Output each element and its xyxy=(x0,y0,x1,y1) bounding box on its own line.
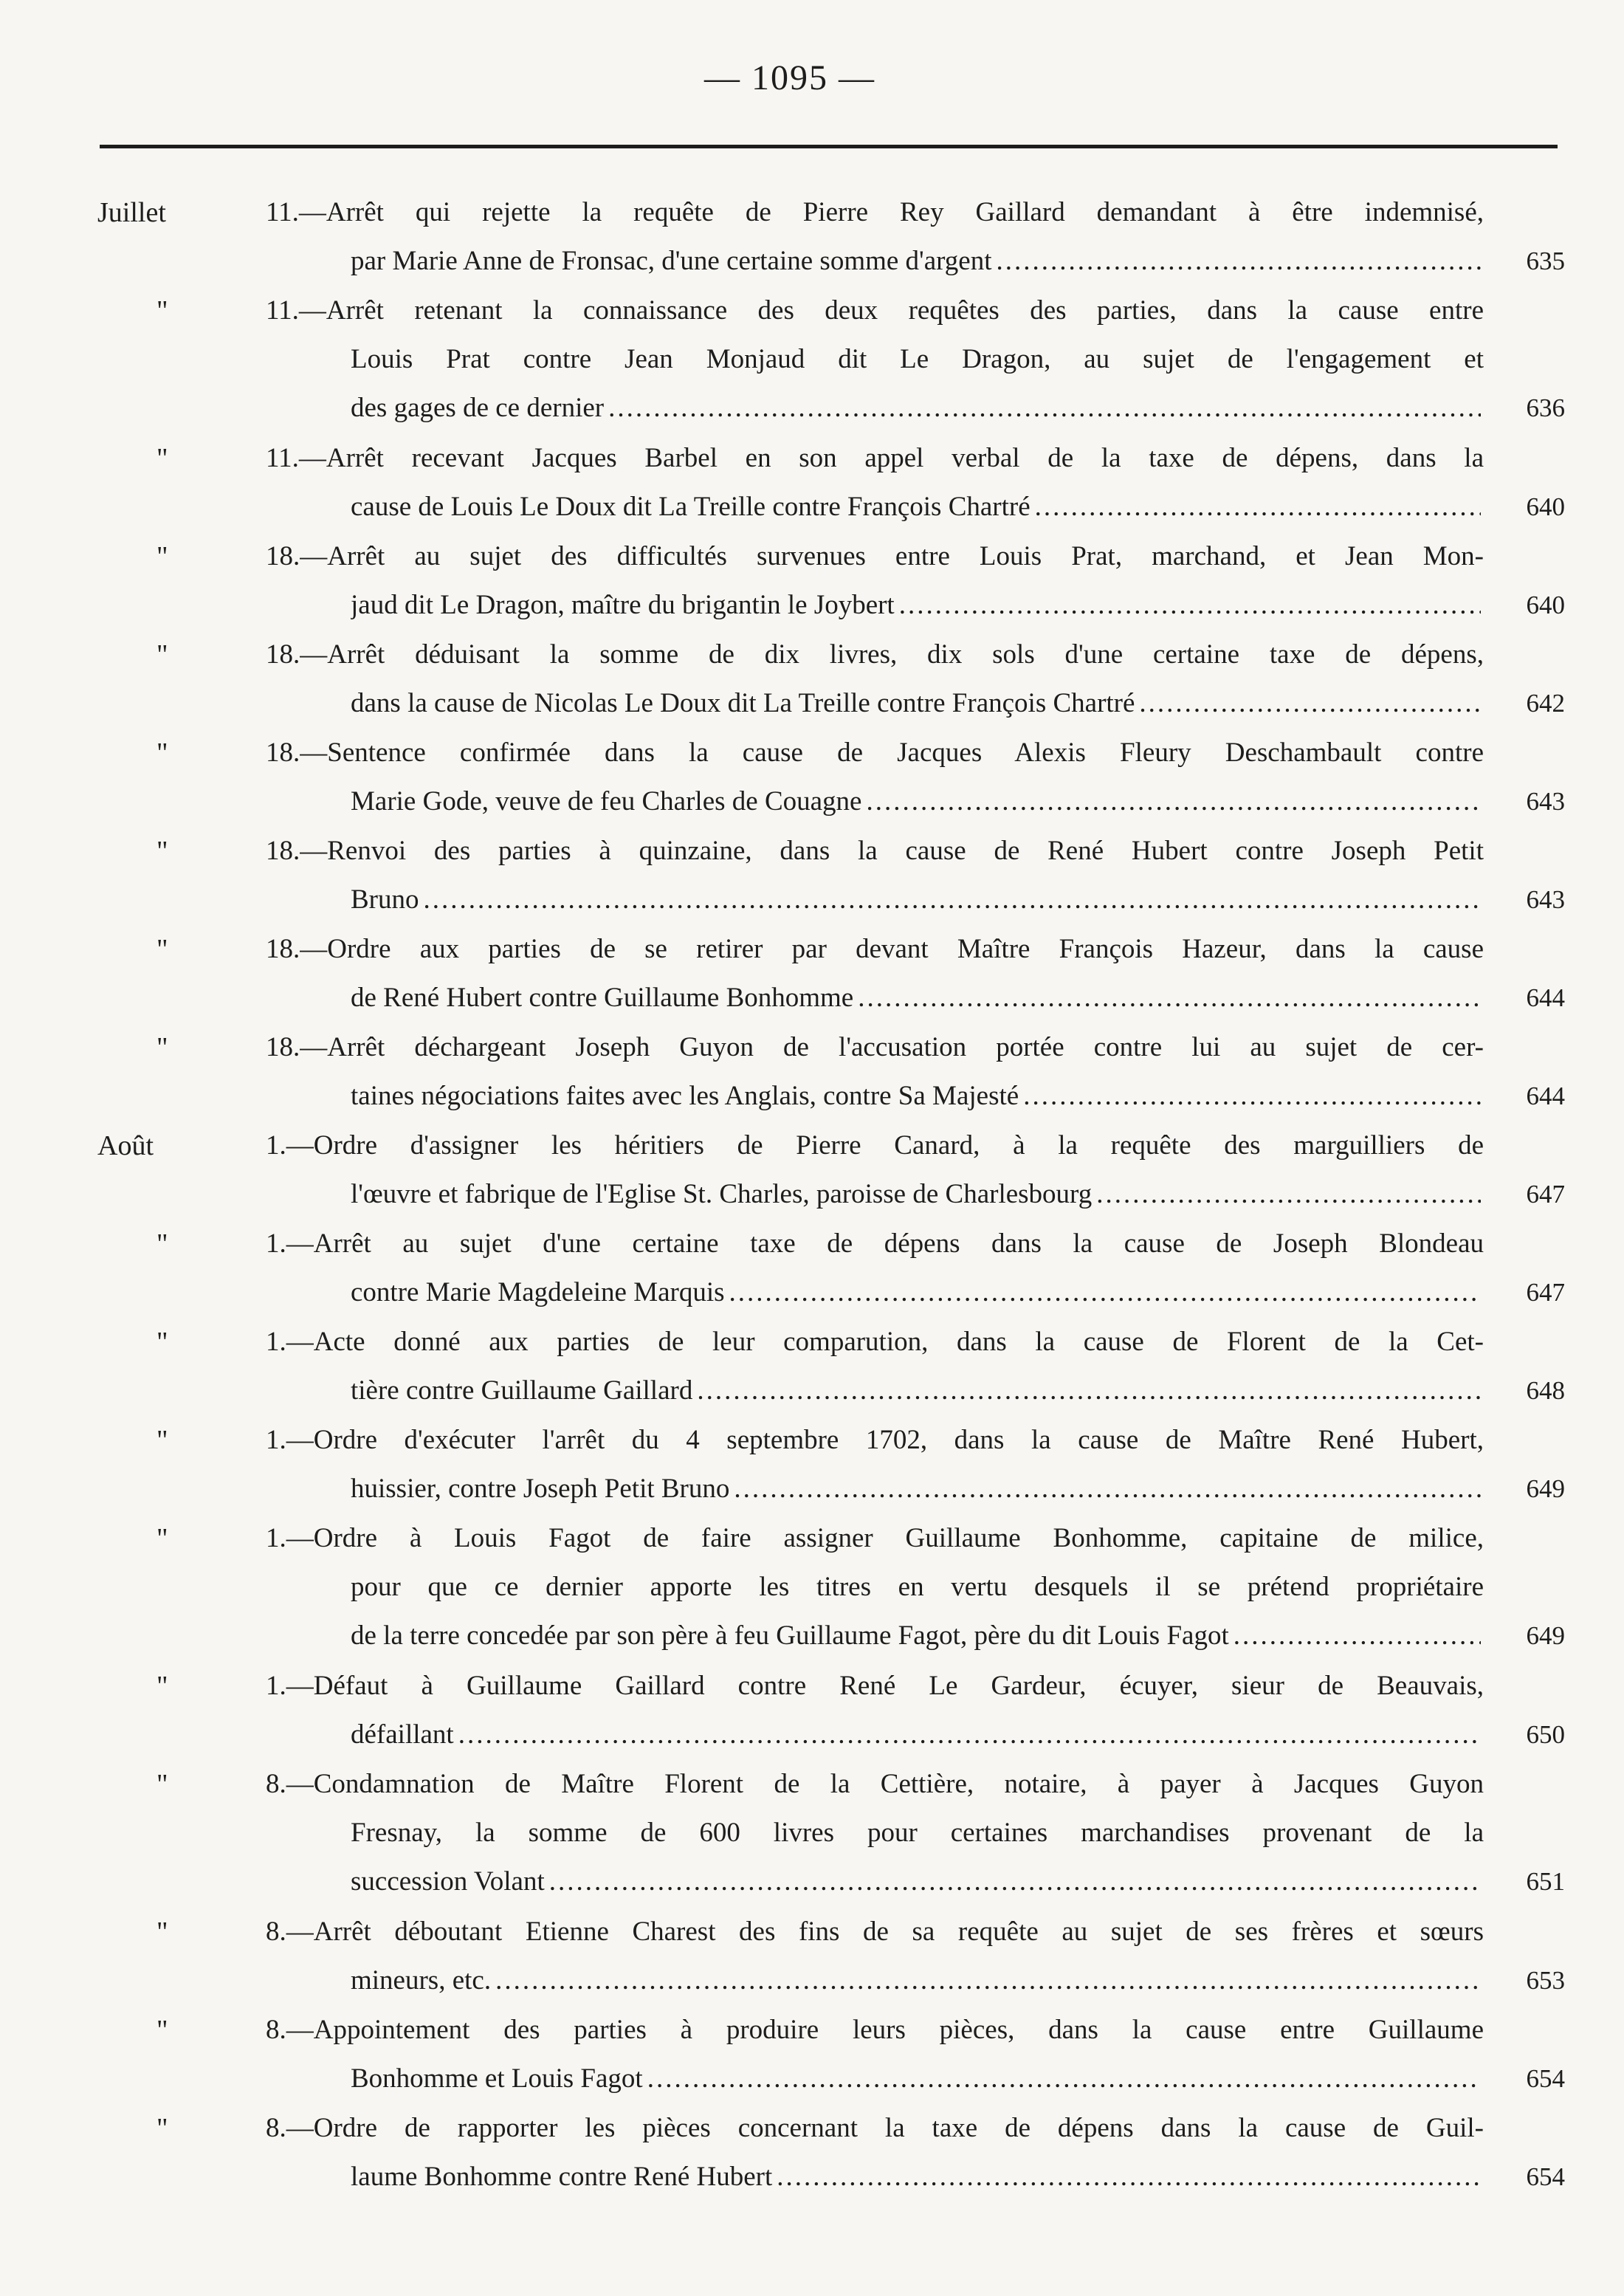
entry-text: cause de Louis Le Doux dit La Treille contre François Chartré xyxy=(351,492,1031,522)
entry-day: 18.— xyxy=(266,1032,328,1062)
page-reference: 644 xyxy=(1526,983,1565,1012)
ditto-mark: " xyxy=(156,1671,168,1702)
entry-last-line xyxy=(351,1369,1484,1413)
entry-first-line xyxy=(266,535,1484,579)
index-entry xyxy=(0,1664,1624,1762)
entry-first-line xyxy=(266,2008,1484,2052)
entry-day: 1.— xyxy=(266,1327,314,1357)
month-label: Juillet xyxy=(97,197,166,228)
index-entry xyxy=(0,1762,1624,1910)
page-reference: 635 xyxy=(1526,247,1565,275)
entry-text: défaillant xyxy=(351,1719,454,1750)
entry-first-line xyxy=(266,1910,1484,1954)
dot-leader xyxy=(1023,1074,1481,1118)
entry-text: Ordre d'assigner les héritiers de Pierre Canard, à la requête des marguilliers de xyxy=(313,1130,1484,1161)
page-reference: 653 xyxy=(1526,1966,1565,1995)
entry-day: 18.— xyxy=(266,934,328,964)
dot-leader xyxy=(458,1713,1481,1757)
entry-text: pour que ce dernier apporte les titres en vertu desquels il se prétend propriétaire xyxy=(351,1572,1484,1602)
entry-day: 1.— xyxy=(266,1228,314,1259)
entry-text: succession Volant xyxy=(351,1866,545,1897)
entry-last-line xyxy=(351,1713,1484,1757)
entry-day: 11.— xyxy=(266,295,326,326)
entry-text: Défaut à Guillaume Gaillard contre René Le Gardeur, écuyer, sieur de Beauvais, xyxy=(313,1671,1484,1701)
page-reference: 643 xyxy=(1526,787,1565,816)
index-entry xyxy=(0,2106,1624,2204)
page-reference: 654 xyxy=(1526,2162,1565,2191)
page-reference: 651 xyxy=(1526,1867,1565,1896)
entry-text: Condamnation de Maître Florent de la Cettière, notaire, à payer à Jacques Guyon xyxy=(313,1769,1484,1799)
dot-leader xyxy=(866,780,1481,824)
dot-leader xyxy=(729,1271,1481,1315)
page-reference: 636 xyxy=(1526,393,1565,422)
entry-text: Appointement des parties à produire leurs pièces, dans la cause entre Guillaume xyxy=(313,2015,1484,2045)
entry-first-line xyxy=(266,1124,1484,1168)
ditto-mark: " xyxy=(156,1228,168,1259)
index-entry xyxy=(0,1516,1624,1664)
entry-text: mineurs, etc. xyxy=(351,1965,492,1996)
index-entry xyxy=(0,927,1624,1025)
dot-leader xyxy=(1035,485,1481,529)
index-entry xyxy=(0,829,1624,927)
entry-first-line xyxy=(266,1025,1484,1070)
index-entry xyxy=(0,289,1624,436)
ditto-mark: " xyxy=(156,934,168,965)
entry-last-line xyxy=(351,1467,1484,1511)
ditto-mark: " xyxy=(156,295,168,326)
ditto-mark: " xyxy=(156,1769,168,1800)
entry-last-line xyxy=(351,1172,1484,1217)
entry-text: Sentence confirmée dans la cause de Jacques Alexis Fleury Deschambault contre xyxy=(327,738,1484,768)
entry-first-line xyxy=(266,1762,1484,1807)
dot-leader xyxy=(777,2155,1481,2199)
entry-last-line xyxy=(351,681,1484,726)
entry-last-line xyxy=(351,976,1484,1020)
entry-text: Arrêt retenant la connaissance des deux requêtes des parties, dans la cause entre xyxy=(326,295,1484,326)
ditto-mark: " xyxy=(156,2113,168,2144)
entry-first-line xyxy=(266,829,1484,873)
ditto-mark: " xyxy=(156,1523,168,1554)
entry-text: taines négociations faites avec les Anglais, contre Sa Majesté xyxy=(351,1081,1019,1111)
index-entry xyxy=(0,1320,1624,1418)
entry-day: 11.— xyxy=(266,197,326,227)
entry-day: 8.— xyxy=(266,1917,314,1947)
entry-first-line xyxy=(266,1222,1484,1266)
ditto-mark: " xyxy=(156,1917,168,1948)
entry-text: Bruno xyxy=(351,884,419,915)
entry-day: 18.— xyxy=(266,541,328,571)
dot-leader xyxy=(608,386,1481,430)
index-entry xyxy=(0,1025,1624,1124)
page-reference: 642 xyxy=(1526,689,1565,718)
entry-text: Ordre de rapporter les pièces concernant la taxe de dépens dans la cause de Guil- xyxy=(313,2113,1484,2143)
entry-last-line xyxy=(351,2057,1484,2101)
entry-first-line xyxy=(266,436,1484,481)
entry-continuation-line xyxy=(351,1811,1484,1855)
entry-day: 18.— xyxy=(266,738,328,768)
entry-first-line xyxy=(266,731,1484,775)
dot-leader xyxy=(858,976,1481,1020)
dot-leader xyxy=(997,239,1482,283)
entry-continuation-line xyxy=(351,1565,1484,1609)
ditto-mark: " xyxy=(156,639,168,670)
ditto-mark: " xyxy=(156,1425,168,1456)
entry-text: Bonhomme et Louis Fagot xyxy=(351,2063,643,2094)
index-entry xyxy=(0,1418,1624,1516)
ditto-mark: " xyxy=(156,541,168,572)
index-entry xyxy=(0,190,1624,289)
entry-last-line xyxy=(351,878,1484,922)
page-reference: 644 xyxy=(1526,1082,1565,1110)
page-reference: 647 xyxy=(1526,1180,1565,1209)
entry-last-line xyxy=(351,780,1484,824)
entry-text: Arrêt recevant Jacques Barbel en son appel verbal de la taxe de dépens, dans la xyxy=(326,443,1484,473)
entry-day: 11.— xyxy=(266,443,326,473)
entry-text: des gages de ce dernier xyxy=(351,393,605,423)
page-reference: 654 xyxy=(1526,2064,1565,2093)
entry-day: 8.— xyxy=(266,2113,314,2143)
dot-leader xyxy=(549,1860,1481,1904)
entry-day: 1.— xyxy=(266,1425,314,1455)
entry-text: Renvoi des parties à quinzaine, dans la cause de René Hubert contre Joseph Petit xyxy=(327,836,1484,866)
entry-text: Ordre d'exécuter l'arrêt du 4 septembre 1702, dans la cause de Maître René Hubert, xyxy=(313,1425,1484,1455)
entry-day: 1.— xyxy=(266,1671,314,1701)
dot-leader xyxy=(1234,1614,1481,1658)
index-entry xyxy=(0,2008,1624,2106)
entry-first-line xyxy=(266,1320,1484,1364)
page-reference: 649 xyxy=(1526,1474,1565,1503)
entry-text: contre Marie Magdeleine Marquis xyxy=(351,1277,725,1307)
entry-day: 8.— xyxy=(266,2015,314,2045)
entry-text: huissier, contre Joseph Petit Bruno xyxy=(351,1474,730,1504)
entry-first-line xyxy=(266,289,1484,333)
ditto-mark: " xyxy=(156,738,168,769)
entry-text: jaud dit Le Dragon, maître du brigantin le Joybert xyxy=(351,590,895,620)
entry-last-line xyxy=(351,1271,1484,1315)
entry-last-line xyxy=(351,239,1484,283)
entry-first-line xyxy=(266,1516,1484,1561)
dot-leader xyxy=(424,878,1482,922)
entry-text: Arrêt déboutant Etienne Charest des fins de sa requête au sujet de ses frères et sœurs xyxy=(313,1917,1484,1947)
entry-text: l'œuvre et fabrique de l'Eglise St. Charles, paroisse de Charlesbourg xyxy=(351,1179,1093,1209)
entry-continuation-line xyxy=(351,337,1484,382)
dot-leader xyxy=(734,1467,1481,1511)
entry-text: tière contre Guillaume Gaillard xyxy=(351,1375,693,1406)
entry-text: dans la cause de Nicolas Le Doux dit La Treille contre François Chartré xyxy=(351,688,1135,718)
ditto-mark: " xyxy=(156,1032,168,1063)
entry-text: par Marie Anne de Fronsac, d'une certaine somme d'argent xyxy=(351,246,992,276)
index-entries xyxy=(0,190,1624,2204)
entry-day: 1.— xyxy=(266,1523,314,1553)
entry-text: de la terre concedée par son père à feu Guillaume Fagot, père du dit Louis Fagot xyxy=(351,1620,1229,1651)
page-reference: 648 xyxy=(1526,1376,1565,1405)
ditto-mark: " xyxy=(156,836,168,867)
entry-text: Ordre à Louis Fagot de faire assigner Guillaume Bonhomme, capitaine de milice, xyxy=(313,1523,1484,1553)
index-entry xyxy=(0,1910,1624,2008)
entry-first-line xyxy=(266,2106,1484,2151)
entry-first-line xyxy=(266,927,1484,972)
entry-text: Arrêt déchargeant Joseph Guyon de l'accusation portée contre lui au sujet de cer- xyxy=(327,1032,1484,1062)
dot-leader xyxy=(647,2057,1481,2101)
index-entry xyxy=(0,535,1624,633)
entry-text: Fresnay, la somme de 600 livres pour certaines marchandises provenant de la xyxy=(351,1818,1484,1848)
header-rule xyxy=(100,145,1558,148)
entry-last-line xyxy=(351,2155,1484,2199)
entry-last-line xyxy=(351,1860,1484,1904)
dot-leader xyxy=(1096,1172,1481,1217)
entry-last-line xyxy=(351,1074,1484,1118)
entry-text: Marie Gode, veuve de feu Charles de Couagne xyxy=(351,786,862,817)
index-entry xyxy=(0,731,1624,829)
entry-last-line xyxy=(351,1959,1484,2003)
page-reference: 650 xyxy=(1526,1720,1565,1749)
ditto-mark: " xyxy=(156,443,168,474)
index-entry xyxy=(0,436,1624,535)
entry-last-line xyxy=(351,386,1484,430)
entry-text: Arrêt qui rejette la requête de Pierre Rey Gaillard demandant à être indemnisé, xyxy=(326,197,1484,227)
entry-text: Arrêt déduisant la somme de dix livres, dix sols d'une certaine taxe de dépens, xyxy=(327,639,1484,670)
entry-text: de René Hubert contre Guillaume Bonhomme xyxy=(351,983,854,1013)
month-label: Août xyxy=(97,1130,154,1161)
entry-day: 18.— xyxy=(266,639,328,670)
entry-last-line xyxy=(351,583,1484,628)
entry-text: laume Bonhomme contre René Hubert xyxy=(351,2162,773,2192)
page-reference: 643 xyxy=(1526,885,1565,914)
index-entry xyxy=(0,1222,1624,1320)
entry-text: Acte donné aux parties de leur comparution, dans la cause de Florent de la Cet- xyxy=(313,1327,1484,1357)
page-number: — 1095 — xyxy=(704,58,875,97)
entry-first-line xyxy=(266,190,1484,235)
dot-leader xyxy=(1139,681,1481,726)
dot-leader xyxy=(495,1959,1481,2003)
entry-last-line xyxy=(351,1614,1484,1658)
ditto-mark: " xyxy=(156,2015,168,2046)
index-entry xyxy=(0,1124,1624,1222)
entry-first-line xyxy=(266,1418,1484,1463)
index-entry xyxy=(0,633,1624,731)
entry-day: 18.— xyxy=(266,836,328,866)
page-reference: 640 xyxy=(1526,492,1565,521)
entry-day: 1.— xyxy=(266,1130,314,1161)
entry-text: Ordre aux parties de se retirer par devant Maître François Hazeur, dans la cause xyxy=(327,934,1484,964)
page-reference: 649 xyxy=(1526,1621,1565,1650)
entry-first-line xyxy=(266,1664,1484,1708)
entry-day: 8.— xyxy=(266,1769,314,1799)
dot-leader xyxy=(697,1369,1481,1413)
entry-text: Arrêt au sujet des difficultés survenues entre Louis Prat, marchand, et Jean Mon- xyxy=(327,541,1484,571)
entry-text: Louis Prat contre Jean Monjaud dit Le Dragon, au sujet de l'engagement et xyxy=(351,344,1484,374)
page-reference: 640 xyxy=(1526,591,1565,619)
dot-leader xyxy=(899,583,1481,628)
page-reference: 647 xyxy=(1526,1278,1565,1307)
entry-first-line xyxy=(266,633,1484,677)
ditto-mark: " xyxy=(156,1327,168,1358)
entry-text: Arrêt au sujet d'une certaine taxe de dépens dans la cause de Joseph Blondeau xyxy=(313,1228,1484,1259)
entry-last-line xyxy=(351,485,1484,529)
